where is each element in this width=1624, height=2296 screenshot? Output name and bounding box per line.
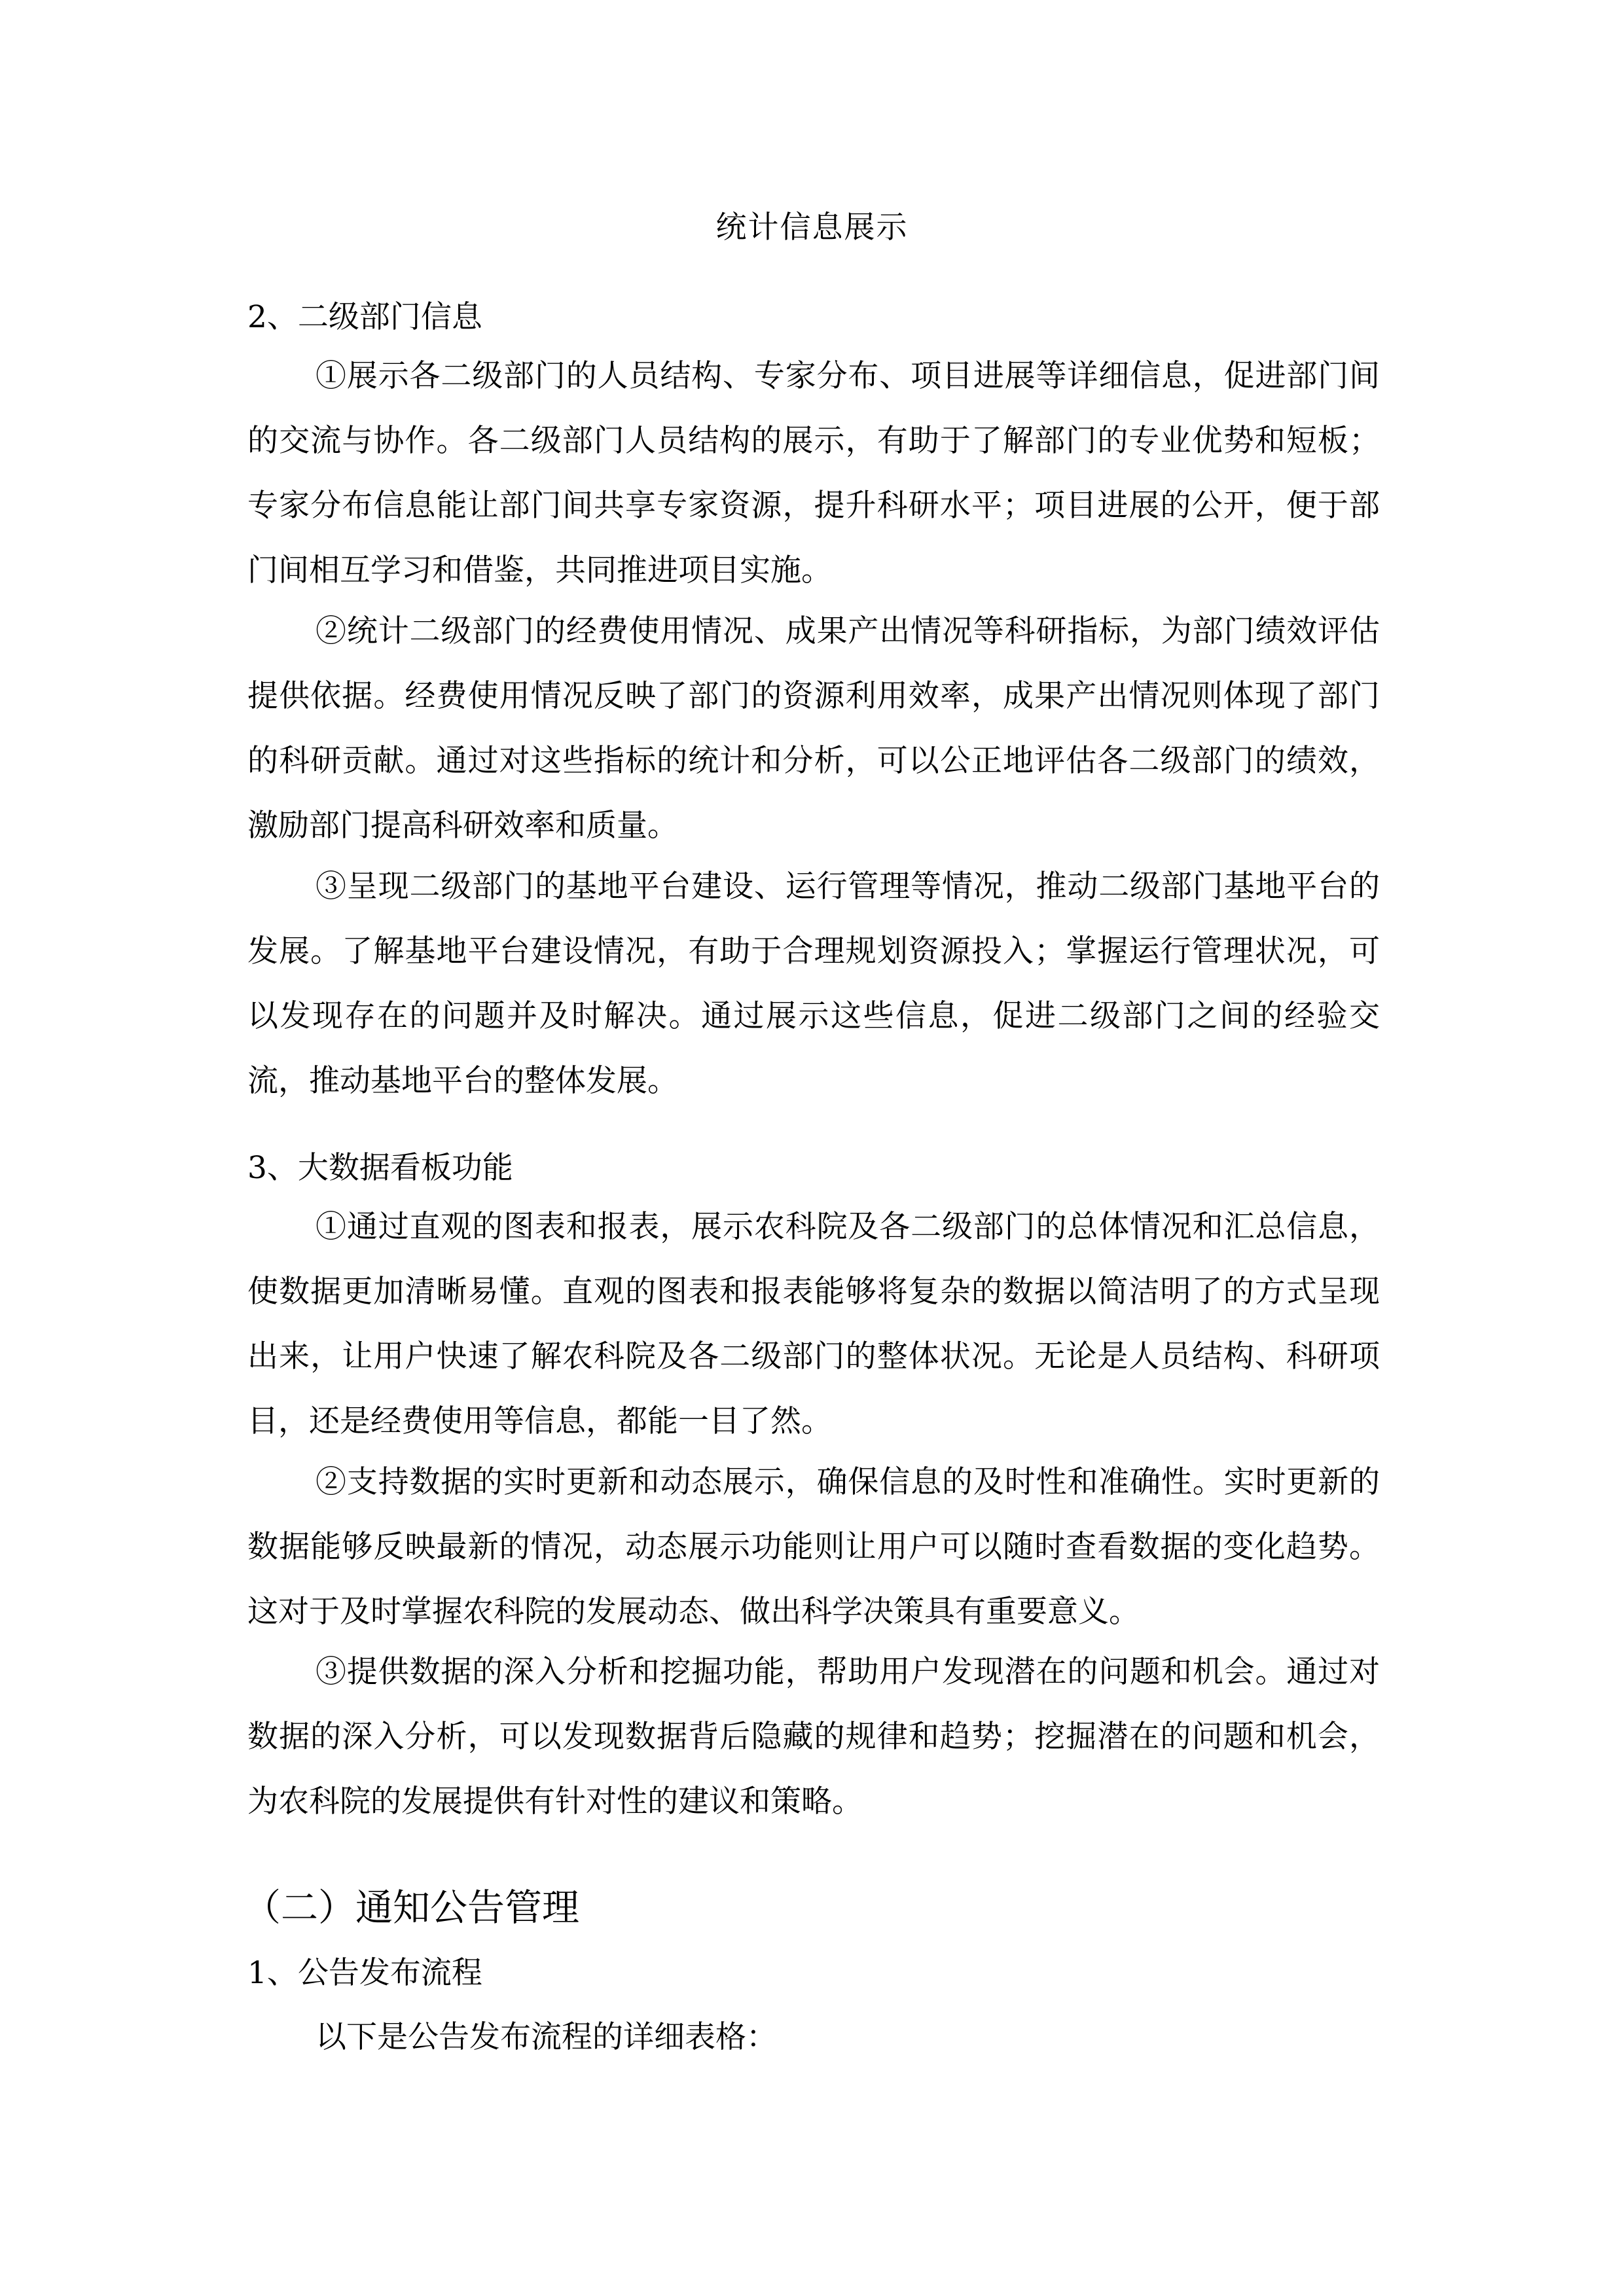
paragraph-dashboard-realtime: ②支持数据的实时更新和动态展示，确保信息的及时性和准确性。实时更新的数据能够反映最新的情况，动态展示功能则让用户可以随时查看数据的变化趋势。这对于及时掌握农科院的发展动态、做出科学决策具有重要意义。 (247, 1464, 1380, 1630)
paragraph-dashboard-charts: ①通过直观的图表和报表，展示农科院及各二级部门的总体情况和汇总信息，使数据更加清晰易懂。直观的图表和报表能够将复杂的数据以简洁明了的方式呈现出来，让用户快速了解农科院及各二级部门的整体状况。无论是人员结构、科研项目，还是经费使用等信息，都能一目了然。 (247, 1209, 1380, 1439)
intro-line-publish-table: 以下是公告发布流程的详细表格： (316, 2019, 777, 2055)
paragraph-department-funding: ②统计二级部门的经费使用情况、成果产出情况等科研指标，为部门绩效评估提供依据。经费使用情况反映了部门的资源利用效率，成果产出情况则体现了部门的科研贡献。通过对这些指标的统计和分析，可以公正地评估各二级部门的绩效，激励部门提高科研效率和质量。 (247, 613, 1380, 844)
paragraph-department-structure: ①展示各二级部门的人员结构、专家分布、项目进展等详细信息，促进部门间的交流与协作。各二级部门人员结构的展示，有助于了解部门的专业优势和短板；专家分布信息能让部门间共享专家资源，提升科研水平；项目进展的公开，便于部门间相互学习和借鉴，共同推进项目实施。 (247, 358, 1380, 588)
section-heading-publish-process: 1、公告发布流程 (247, 1955, 482, 1991)
paragraph-department-platform: ③呈现二级部门的基地平台建设、运行管理等情况，推动二级部门基地平台的发展。了解基地平台建设情况，有助于合理规划资源投入；掌握运行管理状况，可以发现存在的问题并及时解决。通过展示这些信息，促进二级部门之间的经验交流，推动基地平台的整体发展。 (247, 869, 1380, 1099)
page-title: 统计信息展示 (715, 209, 909, 245)
subsection-heading-notice-management: （二）通知公告管理 (244, 1886, 579, 1929)
section-heading-department-info: 2、二级部门信息 (247, 299, 482, 335)
paragraph-dashboard-analysis: ③提供数据的深入分析和挖掘功能，帮助用户发现潜在的问题和机会。通过对数据的深入分析，可以发现数据背后隐藏的规律和趋势；挖掘潜在的问题和机会，为农科院的发展提供有针对性的建议和策略。 (247, 1654, 1380, 1820)
section-heading-big-data-dashboard: 3、大数据看板功能 (247, 1150, 513, 1186)
